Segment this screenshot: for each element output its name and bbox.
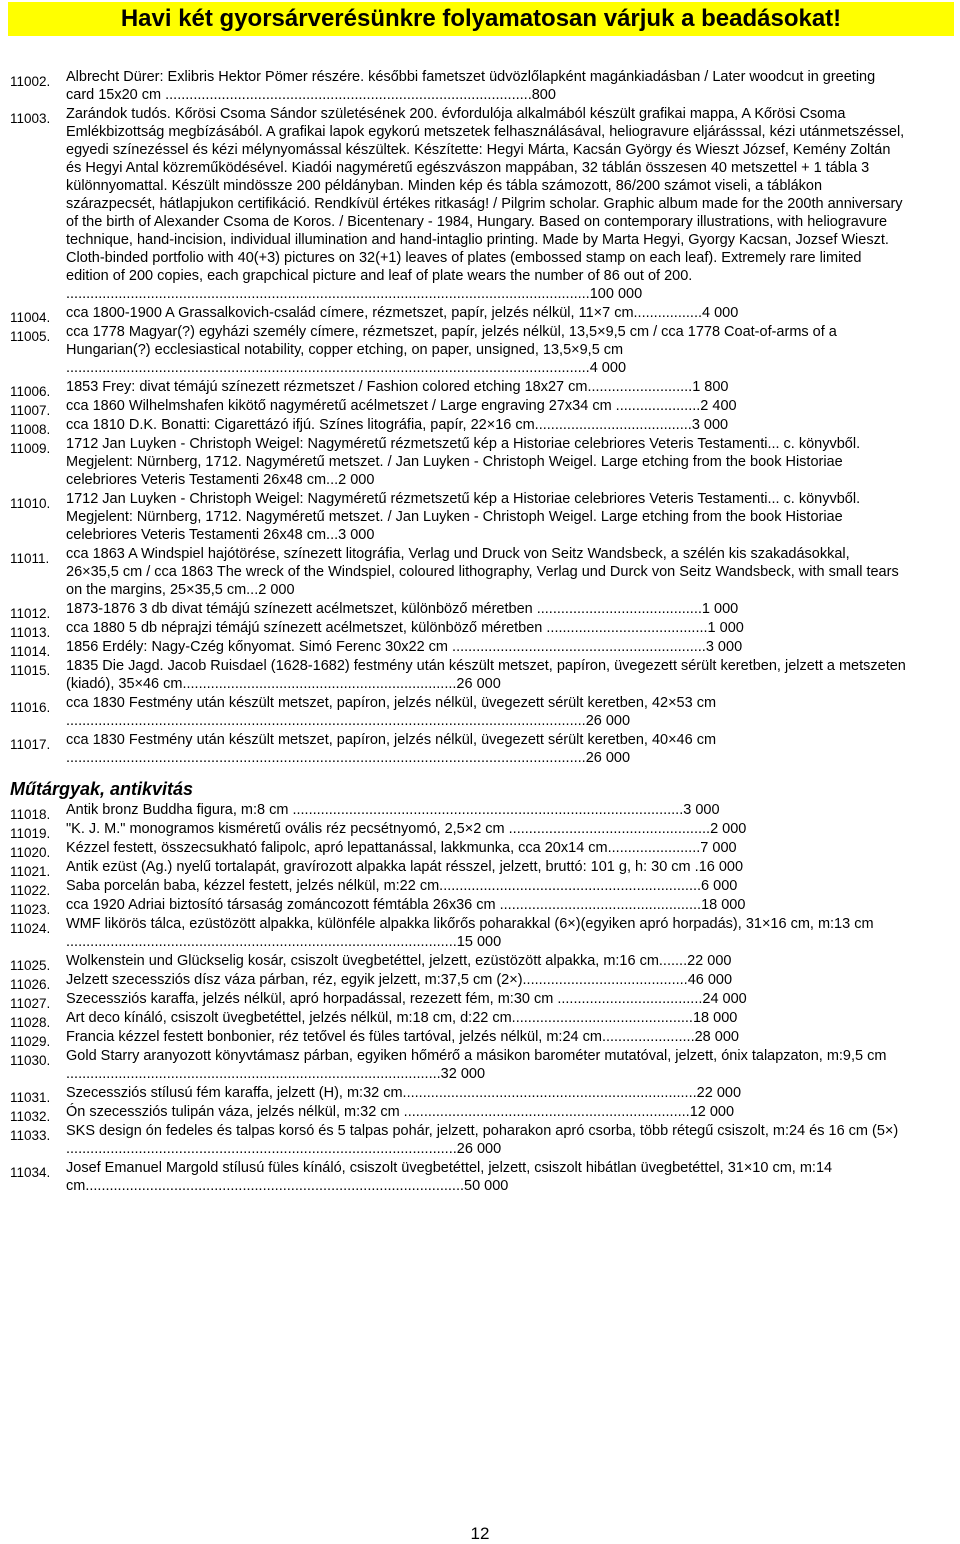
lot-number: 11022.	[10, 883, 51, 898]
section-title: Műtárgyak, antikvitás	[10, 779, 194, 799]
lot-number: 11015.	[10, 663, 51, 678]
lot-text: Szecessziós stílusú fém karaffa, jelzett (H), m:32 cm.........................................................................	[66, 1085, 697, 1101]
lot-item	[0, 397, 960, 418]
lot-number: 11033.	[10, 1128, 51, 1143]
lot-description	[66, 1009, 906, 1027]
lot-price: 2 000	[710, 821, 747, 837]
lot-price: 50 000	[464, 1178, 509, 1194]
lot-text: Art deco kínáló, csiszolt üvegbetéttel, jelzés nélkül, m:18 cm, d:22 cm.............................................	[66, 1010, 693, 1026]
lot-price: 6 000	[701, 878, 738, 894]
lot-price: 2 000	[338, 472, 375, 488]
lot-text: Antik bronz Buddha figura, m:8 cm .................................................................................................	[66, 802, 684, 818]
lot-description	[66, 323, 906, 377]
lot-price: 24 000	[702, 991, 747, 1007]
lot-item	[0, 971, 960, 992]
lot-item	[0, 858, 960, 879]
lot-price: 22 000	[687, 953, 732, 969]
lot-item	[0, 731, 960, 767]
lot-text: Zarándok tudós. Kőrösi Csoma Sándor születésének 200. évfordulója alkalmából készült grafikai mappa, A Kőrösi Csoma Emlékbizottság megbízásából. A grafikai lapok egykorú metszetek felhasználásával, heliogravure eljárásssal, kézi utánmetszéssel, egyedi színezéssel és kézi mélynyomással készültek. Készítette: Hegyi Márta, Kacsán György és Wieszt József, Kemény Zoltán és Hegyi Antal közreműködésével. Kiadói nagyméretű egészvászon mappában, 32 táblán összesen 40 metszettel + 1 tábla 3 különnyomattal. Készült mindössze 200 példányban. Minden kép és tábla számozott, 86/200 számot viseli, a táblákon szárazpecsét, hátlapjukon certifikáció. Rendkívül értékes ritkaság! / Pilgrim scholar. Graphic album made for the 200th anniversary of the birth of Alexander Csoma de Koros. / Bicentenary - 1984, Hungary. Based on contemporary illustrations, with heliogravure technique, hand-incision, individual illumination and hand-intaglio printing. Made by Marta Hegyi, Gyorgy Kacsan, Jozsef Wieszt. Cloth-binded portfolio with 40(+3) pictures on 32(+1) leaves of plates (embossed stamp on each leaf). Extremely rare limited edition of 200 copies, each grapchical picture and leaf of plate wears the number of 86 out of 200. ..................................................................................................................................	[66, 106, 905, 302]
lot-number: 11017.	[10, 737, 51, 752]
lot-price: 2 000	[258, 582, 295, 598]
lot-price: 15 000	[456, 934, 502, 950]
lot-price: 12 000	[689, 1104, 735, 1120]
lot-description	[66, 1122, 906, 1158]
lot-description	[66, 820, 906, 838]
lot-number: 11027.	[10, 996, 51, 1011]
lot-item	[0, 1122, 960, 1158]
lot-item	[0, 915, 960, 951]
lot-number: 11019.	[10, 826, 51, 841]
lot-text: 1835 Die Jagd. Jacob Ruisdael (1628-1682) festmény után készült metszet, papíron, üvegezett sérült keretben, jelzett a metszeten (kiadó), 35×46 cm....................................................................	[66, 658, 906, 692]
lot-description	[66, 1084, 906, 1102]
lot-price: 16 000	[698, 859, 744, 875]
lot-description	[66, 801, 906, 819]
lot-text: 1856 Erdély: Nagy-Czég kőnyomat. Simó Ferenc 30x22 cm ...............................................................	[66, 639, 706, 655]
lot-text: Albrecht Dürer: Exlibris Hektor Pömer részére. későbbi fametszet üdvözlőlapként magánkiadásban / Later woodcut in greeting card 15x20 cm ...........................................................................................	[66, 69, 876, 103]
lot-number: 11008.	[10, 422, 51, 437]
lot-price: 800	[531, 87, 556, 103]
lot-number: 11005.	[10, 329, 51, 344]
lot-text: 1712 Jan Luyken - Christoph Weigel: Nagyméretű rézmetszetű kép a Historiae celebriores Veteris Testamenti... c. könyvből. Megjelent: Nürnberg, 1712. Nagyméretű metszet. / Jan Luyken - Christoph Weigel. Large etching from the book Historiae celebriores Veteris Testamenti 26x48 cm...	[66, 491, 861, 543]
lot-item	[0, 416, 960, 437]
lot-item	[0, 801, 960, 822]
page-number: 12	[470, 1524, 490, 1543]
lot-number: 11032.	[10, 1109, 51, 1124]
lot-item	[0, 1159, 960, 1195]
lot-text: cca 1800-1900 A Grassalkovich-család címere, rézmetszet, papír, jelzés nélkül, 11×7 cm.................	[66, 305, 703, 321]
lot-description	[66, 915, 906, 951]
lot-text: cca 1830 Festmény után készült metszet, papíron, jelzés nélkül, üvegezett sérült keretben, 42×53 cm .................................................................................................................................	[66, 695, 717, 729]
lot-text: Ón szecessziós tulipán váza, jelzés nélkül, m:32 cm .......................................................................	[66, 1104, 690, 1120]
lot-text: cca 1778 Magyar(?) egyházi személy címere, rézmetszet, papír, jelzés nélkül, 13,5×9,5 cm / cca 1778 Coat-of-arms of a Hungarian(?) ecclesiastical notability, copper etching, on paper, unsigned, 13,5×9,5 cm ..................................................................................................................................	[66, 324, 837, 376]
lot-text: SKS design ón fedeles és talpas korsó és 5 talpas pohár, jelzett, poharakon apró csorba, több rétegű csiszolt, m:24 és 16 cm (5×) .................................................................................................	[66, 1123, 899, 1157]
lot-number: 11018.	[10, 807, 51, 822]
lot-description	[66, 839, 906, 857]
lot-item	[0, 820, 960, 841]
group-antiques	[0, 801, 960, 1195]
lot-price: 3 000	[691, 417, 729, 433]
lot-item	[0, 323, 960, 377]
lot-text: cca 1860 Wilhelmshafen kikötő nagyméretű acélmetszet / Large engraving 27x34 cm .....................	[66, 398, 701, 414]
lot-price: 1 000	[701, 601, 739, 617]
lot-description	[66, 435, 906, 489]
lot-text: Kézzel festett, összecsukható falipolc, apró lepattanással, lakkmunka, cca 20x14 cm.......................	[66, 840, 701, 856]
lot-number: 11016.	[10, 700, 51, 715]
lot-item	[0, 694, 960, 730]
lot-item	[0, 105, 960, 303]
lot-text: 1873-1876 3 db divat témájú színezett acélmetszet, különböző méretben .........................................	[66, 601, 702, 617]
lot-number: 11024.	[10, 921, 51, 936]
lot-text: Antik ezüst (Ag.) nyelű tortalapát, gravírozott alpakka lapát résszel, jelzett, bruttó: 101 g, h: 30 cm .	[66, 859, 699, 875]
lot-description	[66, 600, 906, 618]
lot-description	[66, 896, 906, 914]
lot-item	[0, 839, 960, 860]
lot-item	[0, 490, 960, 544]
group-prints	[0, 68, 960, 767]
lot-description	[66, 1047, 906, 1083]
lot-number: 11023.	[10, 902, 51, 917]
lot-description	[66, 638, 906, 656]
lot-text: cca 1863 A Windspiel hajótörése, színezett litográfia, Verlag und Druck von Seitz Wandsbeck, a szélén kis szakadásokkal, 26×35,5 cm / cca 1863 The wreck of the Windspiel, coloured lithography, Verlag und Durck von Seitz Wandsbeck, with small tears on the margins, 25×35,5 cm...	[66, 546, 899, 598]
lot-price: 26 000	[585, 750, 631, 766]
lot-number: 11031.	[10, 1090, 51, 1105]
lot-item	[0, 435, 960, 489]
lot-number: 11013.	[10, 625, 51, 640]
lot-text: Francia kézzel festett bonbonier, réz tetővel és füles tartóval, jelzés nélkül, m:24 cm.......................	[66, 1029, 695, 1045]
lot-text: Josef Emanuel Margold stílusú füles kínáló, csiszolt üvegbetéttel, jelzett, csiszolt hibátlan üvegbetéttel, 31×10 cm, m:14 cm..............................................................................................	[66, 1160, 833, 1194]
lot-text: Gold Starry aranyozott könyvtámasz párban, egyiken hőmérő a másikon barométer mutatóval, jelzett, ónix talapzaton, m:9,5 cm .............................................................................................	[66, 1048, 887, 1082]
lot-number: 11012.	[10, 606, 51, 621]
lot-item	[0, 877, 960, 898]
lot-number: 11010.	[10, 496, 51, 511]
lot-price: 3 000	[705, 639, 743, 655]
lot-description	[66, 1103, 906, 1121]
lot-number: 11021.	[10, 864, 51, 879]
lot-text: Jelzett szecessziós dísz váza párban, réz, egyik jelzett, m:37,5 cm (2×).........................................	[66, 972, 688, 988]
lot-description	[66, 397, 906, 415]
lot-item	[0, 545, 960, 599]
lot-description	[66, 105, 906, 303]
lot-price: 4 000	[702, 305, 739, 321]
lot-price: 100 000	[589, 286, 643, 302]
lot-number: 11004.	[10, 310, 51, 325]
lot-item	[0, 896, 960, 917]
lot-description	[66, 1159, 906, 1195]
lot-number: 11034.	[10, 1165, 51, 1180]
lot-text: Wolkenstein und Glückselig kosár, csiszolt üvegbetéttel, jelzett, ezüstözött alpakka, m:16 cm.......	[66, 953, 688, 969]
lot-number: 11028.	[10, 1015, 51, 1030]
lot-price: 46 000	[687, 972, 733, 988]
lot-description	[66, 952, 906, 970]
lot-price: 3 000	[338, 527, 375, 543]
lot-price: 4 000	[589, 360, 627, 376]
lot-price: 3 000	[683, 802, 720, 818]
lot-text: cca 1920 Adriai biztosító társaság zománcozott fémtábla 26x36 cm ..................................................	[66, 897, 702, 913]
lot-price: 26 000	[456, 676, 501, 692]
lot-item	[0, 1009, 960, 1030]
lot-description	[66, 657, 906, 693]
lot-text: Saba porcelán baba, kézzel festett, jelzés nélkül, m:22 cm.................................................................	[66, 878, 702, 894]
lot-description	[66, 694, 906, 730]
lot-text: "K. J. M." monogramos kisméretű ovális réz pecsétnyomó, 2,5×2 cm ..................................................	[66, 821, 711, 837]
lot-price: 28 000	[694, 1029, 739, 1045]
lot-description	[66, 877, 906, 895]
lot-description	[66, 490, 906, 544]
lot-text: cca 1810 D.K. Bonatti: Cigarettázó ifjú. Színes litográfia, papír, 22×16 cm.......................................	[66, 417, 692, 433]
lot-price: 26 000	[456, 1141, 502, 1157]
lot-item	[0, 68, 960, 104]
lot-description	[66, 545, 906, 599]
lot-number: 11029.	[10, 1034, 51, 1049]
lot-description	[66, 731, 906, 767]
lot-text: cca 1880 5 db néprajzi témájú színezett acélmetszet, különböző méretben ........................................	[66, 620, 708, 636]
lot-text: Szecessziós karaffa, jelzés nélkül, apró horpadással, rezezett fém, m:30 cm ....................................	[66, 991, 703, 1007]
lot-number: 11030.	[10, 1053, 51, 1068]
lot-item	[0, 657, 960, 693]
lot-number: 11026.	[10, 977, 51, 992]
lot-price: 18 000	[701, 897, 746, 913]
banner-heading: Havi két gyorsárverésünkre folyamatosan várjuk a beadásokat!	[8, 2, 954, 36]
lot-price: 26 000	[585, 713, 631, 729]
lot-number: 11020.	[10, 845, 51, 860]
lot-item	[0, 600, 960, 621]
lot-description	[66, 971, 906, 989]
lot-item	[0, 990, 960, 1011]
lot-price: 18 000	[692, 1010, 738, 1026]
lot-number: 11011.	[10, 551, 50, 566]
lot-price: 2 400	[700, 398, 737, 414]
lot-number: 11009.	[10, 441, 51, 456]
lot-price: 1 800	[692, 379, 729, 395]
lot-number: 11014.	[10, 644, 51, 659]
lot-item	[0, 378, 960, 399]
lot-price: 22 000	[696, 1085, 742, 1101]
lot-price: 7 000	[700, 840, 737, 856]
lot-number: 11025.	[10, 958, 51, 973]
lot-item	[0, 1084, 960, 1105]
lot-text: cca 1830 Festmény után készült metszet, papíron, jelzés nélkül, üvegezett sérült keretben, 40×46 cm .................................................................................................................................	[66, 732, 717, 766]
lot-description	[66, 990, 906, 1008]
lot-text: 1712 Jan Luyken - Christoph Weigel: Nagyméretű rézmetszetű kép a Historiae celebriores Veteris Testamenti... c. könyvből. Megjelent: Nürnberg, 1712. Nagyméretű metszet. / Jan Luyken - Christoph Weigel. Large etching from the book Historiae celebriores Veteris Testamenti 26x48 cm...	[66, 436, 861, 488]
lot-number: 11002.	[10, 74, 51, 89]
lot-description	[66, 304, 906, 322]
lot-item	[0, 638, 960, 659]
lot-item	[0, 1028, 960, 1049]
lot-price: 32 000	[440, 1066, 486, 1082]
lot-description	[66, 416, 906, 434]
lot-description	[66, 619, 906, 637]
lot-price: 1 000	[707, 620, 744, 636]
lot-description	[66, 1028, 906, 1046]
lot-item	[0, 304, 960, 325]
lot-text: WMF likörös tálca, ezüstözött alpakka, különféle alpakka likőrős poharakkal (6×)(egyiken apró horpadás), 31×16 cm, m:13 cm .................................................................................................	[66, 916, 874, 950]
lot-item	[0, 1103, 960, 1124]
lot-number: 11003.	[10, 111, 51, 126]
lot-description	[66, 68, 906, 104]
lot-list	[0, 68, 960, 1196]
lot-item	[0, 1047, 960, 1083]
lot-description	[66, 858, 906, 876]
lot-description	[66, 378, 906, 396]
lot-text: 1853 Frey: divat témájú színezett rézmetszet / Fashion colored etching 18x27 cm..........................	[66, 379, 693, 395]
lot-number: 11007.	[10, 403, 51, 418]
lot-number: 11006.	[10, 384, 51, 399]
lot-item	[0, 952, 960, 973]
lot-item	[0, 619, 960, 640]
